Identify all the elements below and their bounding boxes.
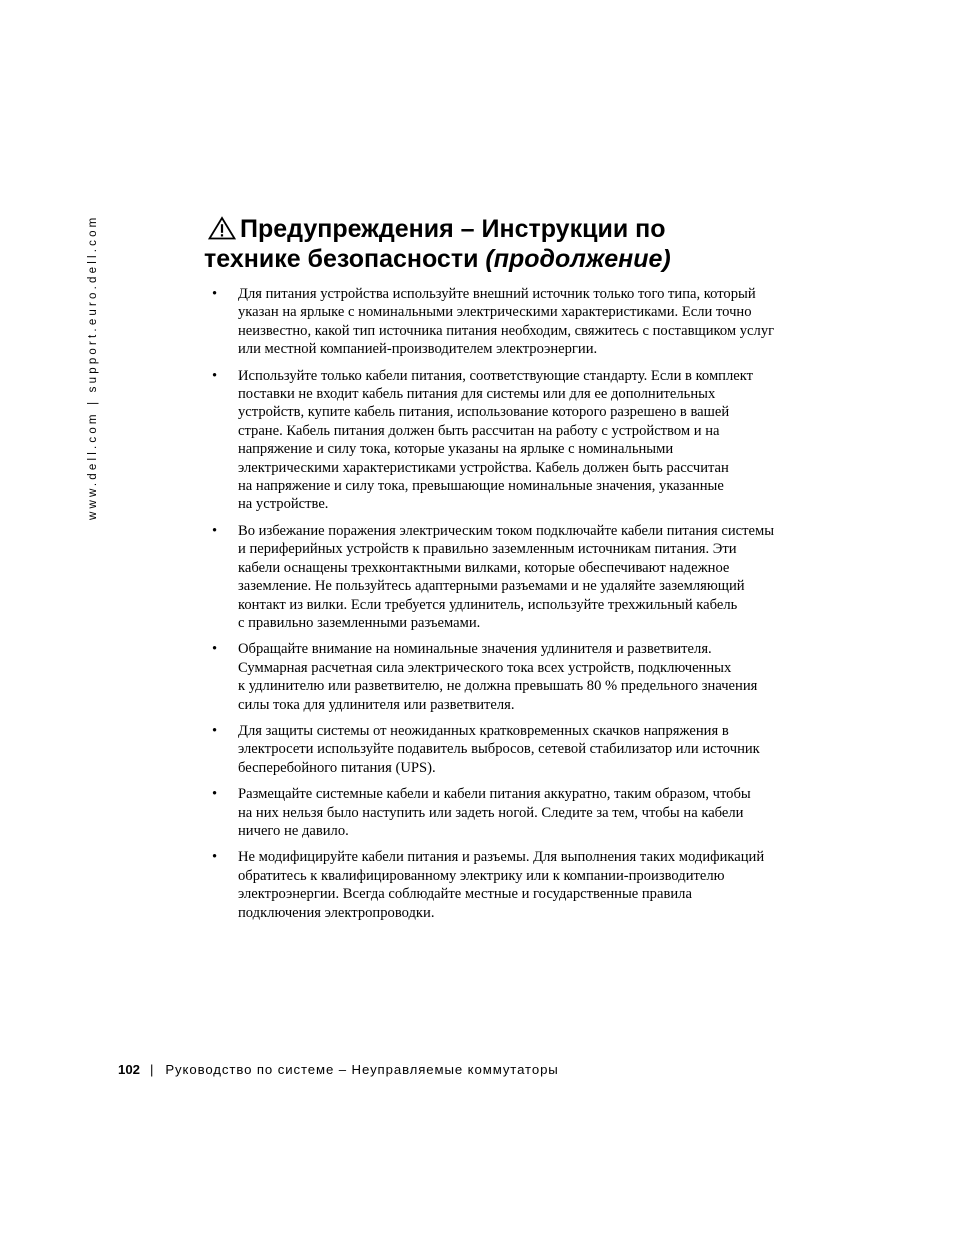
list-item-text: Не модифицируйте кабели питания и разъемы. Для выполнения таких модификаций обратитесь к квалифицированному электрику или к компании-производителю электроэнергии. Всегда соблюдайте местные и государственные правила подключения электропроводки. — [238, 849, 765, 921]
bullet-icon: • — [212, 641, 218, 658]
list-item — [210, 367, 820, 514]
warning-triangle-icon — [208, 216, 236, 240]
bullet-icon: • — [212, 367, 218, 384]
footer-title: Руководство по системе – Неуправляемые коммутаторы — [165, 1062, 559, 1077]
safety-bullet-list — [210, 285, 820, 930]
list-item-text: Обращайте внимание на номинальные значения удлинителя и разветвителя. Суммарная расчетная сила электрического тока всех устройств, подключенных к удлинителю или разветвителю, не должна превышать 80 % предельного значения силы тока для удлинителя или разветвителя. — [238, 641, 758, 713]
footer-separator: | — [150, 1062, 155, 1077]
bullet-icon: • — [212, 522, 218, 539]
heading-continuation: (продолжение) — [485, 245, 671, 273]
section-heading — [204, 214, 844, 274]
page-number: 102 — [118, 1062, 141, 1077]
list-item — [210, 285, 820, 359]
bullet-icon: • — [212, 786, 218, 803]
bullet-icon: • — [212, 286, 218, 302]
list-item-text: Размещайте системные кабели и кабели питания аккуратно, таким образом, чтобы на них нельзя было наступить или задеть ногой. Следите за тем, чтобы на кабели ничего не давило. — [238, 786, 751, 839]
bullet-icon: • — [212, 722, 218, 739]
list-item — [210, 640, 820, 714]
list-item — [210, 722, 820, 777]
list-item — [210, 848, 820, 922]
list-item-text: Во избежание поражения электрическим током подключайте кабели питания системы и периферийных устройств к правильно заземленным источникам питания. Эти кабели оснащены трехконтактными вилками, которые обеспечивают надежное заземление. Не пользуйтесь адаптерными разъемами и не удаляйте заземляющий контакт из вилки. Если требуется удлинитель, используйте трехжильный кабель с правильно заземленными разъемами. — [238, 522, 775, 631]
heading-line1: Предупреждения – Инструкции по — [240, 215, 666, 243]
list-item — [210, 522, 820, 632]
page-footer — [118, 1062, 559, 1077]
list-item-text: Для защиты системы от неожиданных кратковременных скачков напряжения в электросети используйте подавитель выбросов, сетевой стабилизатор или источник бесперебойного питания (UPS). — [238, 722, 760, 776]
side-url: www.dell.com | support.euro.dell.com — [87, 214, 99, 520]
list-item-text: Используйте только кабели питания, соответствующие стандарту. Если в комплект поставки не входит кабель питания для системы или для ее дополнительных устройств, купите кабель питания, использование которого разрешено в вашей стране. Кабель питания должен быть рассчитан на работу с устройством и на напряжение и силу тока, которые указаны на ярлыке с номинальными электрическими характеристиками устройства. Кабель должен быть рассчитан на напряжение и силу тока, превышающие номинальные значения, указанные на устройстве. — [238, 367, 754, 513]
list-item-text: Для питания устройства используйте внешний источник только того типа, который указан на ярлыке с номинальными электрическими характеристиками. Если точно неизвестно, какой тип источника питания необходим, свяжитесь с поставщиком услуг или местной компанией-производителем электроэнергии. — [238, 286, 775, 358]
heading-line2: технике безопасности — [204, 245, 479, 273]
list-item — [210, 785, 820, 840]
bullet-icon: • — [212, 849, 218, 866]
